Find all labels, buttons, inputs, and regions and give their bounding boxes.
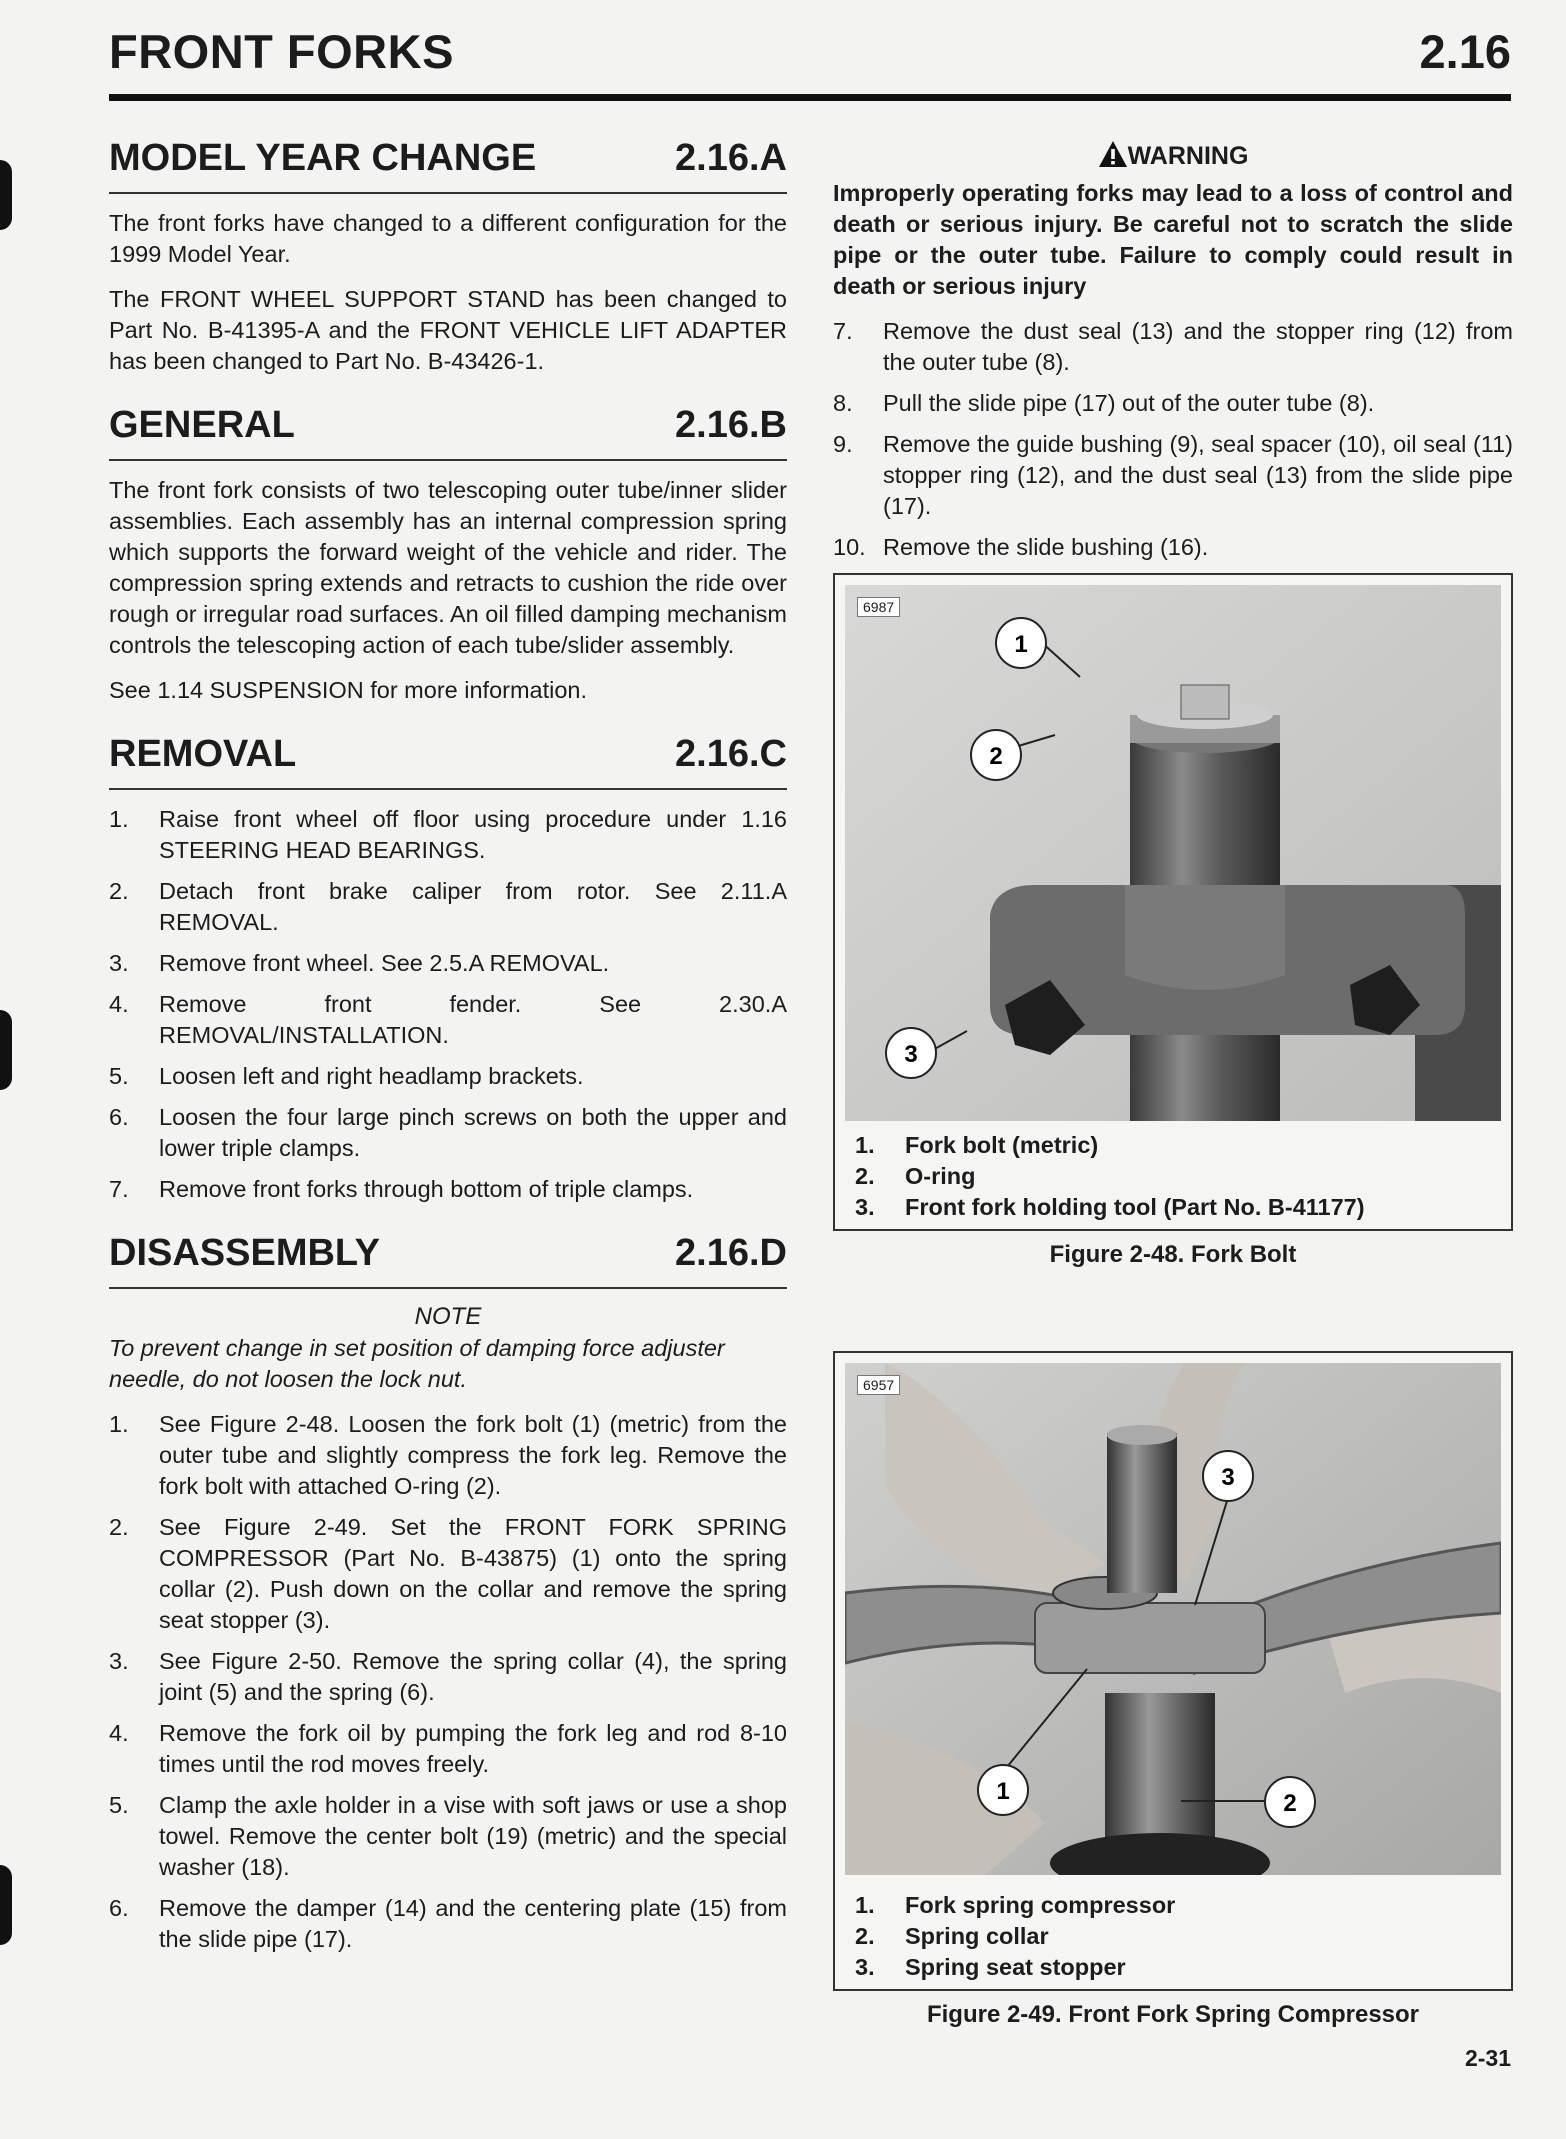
disassembly-steps xyxy=(109,1409,787,1955)
legend-item: 2. O-ring xyxy=(855,1163,976,1189)
photo-id: 6957 xyxy=(857,1375,900,1395)
list-item: 6. Loosen the four large pinch screws on both the upper and lower triple clamps. xyxy=(109,1104,787,1161)
paragraph: See 1.14 SUSPENSION for more information. xyxy=(109,677,588,703)
list-item: 2. See Figure 2-49. Set the FRONT FORK SPRING COMPRESSOR (Part No. B-43875) (1) onto the spring collar (2). Push down on the collar and remove the spring seat stopper (3). xyxy=(109,1514,787,1633)
section-heading-general xyxy=(109,404,787,461)
warning-text: Improperly operating forks may lead to a loss of control and death or serious injury. Be careful not to scratch the slide pipe or the outer tube. Failure to comply could result in death or serious injury xyxy=(833,180,1513,299)
figure-caption: Figure 2-48. Fork Bolt xyxy=(1049,1241,1297,1268)
section-title: DISASSEMBLY xyxy=(109,1232,380,1274)
figure-legend xyxy=(855,1130,1365,1223)
callout-label: 3 xyxy=(904,1041,918,1068)
section-number: 2.16.D xyxy=(675,1232,787,1274)
callout-label: 3 xyxy=(1221,1464,1235,1491)
section-heading-disassembly xyxy=(109,1232,787,1289)
list-item: 1. Raise front wheel off floor using procedure under 1.16 STEERING HEAD BEARINGS. xyxy=(109,806,787,863)
figure-caption: Figure 2-49. Front Fork Spring Compressor xyxy=(926,2001,1420,2028)
list-item: 1. See Figure 2-48. Loosen the fork bolt (1) (metric) from the outer tube and slightly compress the fork leg. Remove the fork bolt with attached O-ring (2). xyxy=(109,1411,787,1499)
disassembly-steps-continued xyxy=(833,316,1513,563)
legend-item: 3. Front fork holding tool (Part No. B-41177) xyxy=(855,1194,1365,1220)
section-heading-removal xyxy=(109,733,787,790)
photo-id: 6987 xyxy=(857,597,900,617)
list-item: 9. Remove the guide bushing (9), seal spacer (10), oil seal (11) stopper ring (12), and the dust seal (13) from the slide pipe (17). xyxy=(833,431,1513,519)
warning-heading xyxy=(833,140,1513,172)
list-item: 4. Remove the fork oil by pumping the fork leg and rod 8-10 times until the rod moves freely. xyxy=(109,1720,787,1777)
section-number: 2.16.A xyxy=(675,137,787,179)
list-item: 7. Remove the dust seal (13) and the stopper ring (12) from the outer tube (8). xyxy=(833,318,1513,375)
right-column xyxy=(833,140,1513,2029)
chapter-title: FRONT FORKS xyxy=(109,25,454,78)
legend-item: 2. Spring collar xyxy=(855,1923,1049,1949)
legend-item: 3. Spring seat stopper xyxy=(855,1954,1126,1980)
callout-label: 2 xyxy=(1283,1790,1297,1817)
binder-hole-mark xyxy=(0,160,12,230)
figure-fork-bolt xyxy=(833,573,1513,1231)
callout-label: 1 xyxy=(1014,631,1028,658)
page-header xyxy=(109,18,1511,94)
left-column xyxy=(109,137,787,1965)
list-item: 6. Remove the damper (14) and the centering plate (15) from the slide pipe (17). xyxy=(109,1895,787,1952)
legend-item: 1. Fork spring compressor xyxy=(855,1892,1176,1918)
paragraph: The FRONT WHEEL SUPPORT STAND has been changed to Part No. B-41395-A and the FRONT VEHICLE LIFT ADAPTER has been changed to Part No. B-43426-1. xyxy=(109,286,787,374)
section-title: REMOVAL xyxy=(109,733,297,775)
list-item: 5. Clamp the axle holder in a vise with soft jaws or use a shop towel. Remove the center bolt (19) (metric) and the special washer (18). xyxy=(109,1792,787,1880)
note-title: NOTE xyxy=(414,1303,482,1330)
callout-label: 1 xyxy=(996,1778,1010,1805)
binder-hole-mark xyxy=(0,1865,12,1945)
figure-spring-compressor xyxy=(833,1351,1513,1991)
header-rule xyxy=(109,94,1511,101)
chapter-number: 2.16 xyxy=(1419,25,1511,78)
list-item: 3. See Figure 2-50. Remove the spring collar (4), the spring joint (5) and the spring (6). xyxy=(109,1648,787,1705)
section-number: 2.16.B xyxy=(675,404,787,446)
paragraph: The front fork consists of two telescoping outer tube/inner slider assemblies. Each assembly has an internal compression spring which supports the forward weight of the vehicle and rider. The compression spring extends and retracts to cushion the ride over rough or irregular road surfaces. An oil filled damping mechanism controls the telescoping action of each tube/slider assembly. xyxy=(109,477,787,658)
page-number: 2-31 xyxy=(1464,2045,1511,2071)
warning-label: WARNING xyxy=(1127,142,1249,170)
list-item: 7. Remove front forks through bottom of triple clamps. xyxy=(109,1176,694,1202)
list-item: 3. Remove front wheel. See 2.5.A REMOVAL. xyxy=(109,950,610,976)
figure-legend xyxy=(855,1890,1175,1983)
section-number: 2.16.C xyxy=(675,733,787,775)
legend-item: 1. Fork bolt (metric) xyxy=(855,1132,1099,1158)
callout-label: 2 xyxy=(989,743,1003,770)
list-item: 8. Pull the slide pipe (17) out of the outer tube (8). xyxy=(833,390,1375,416)
section-heading-model-year xyxy=(109,137,787,194)
list-item: 4. Remove front fender. See 2.30.A REMOVAL/INSTALLATION. xyxy=(109,991,787,1048)
list-item: 5. Loosen left and right headlamp brackets. xyxy=(109,1063,584,1089)
list-item: 2. Detach front brake caliper from rotor. See 2.11.A REMOVAL. xyxy=(109,878,787,935)
paragraph: The front forks have changed to a different configuration for the 1999 Model Year. xyxy=(109,210,787,267)
removal-steps xyxy=(109,804,787,1205)
warning-triangle-icon xyxy=(1098,140,1128,168)
list-item: 10. Remove the slide bushing (16). xyxy=(833,534,1209,560)
binder-hole-mark xyxy=(0,1010,12,1090)
section-title: MODEL YEAR CHANGE xyxy=(109,137,537,179)
note-text: To prevent change in set position of damping force adjuster needle, do not loosen the lock nut. xyxy=(109,1335,725,1392)
section-title: GENERAL xyxy=(109,404,295,446)
